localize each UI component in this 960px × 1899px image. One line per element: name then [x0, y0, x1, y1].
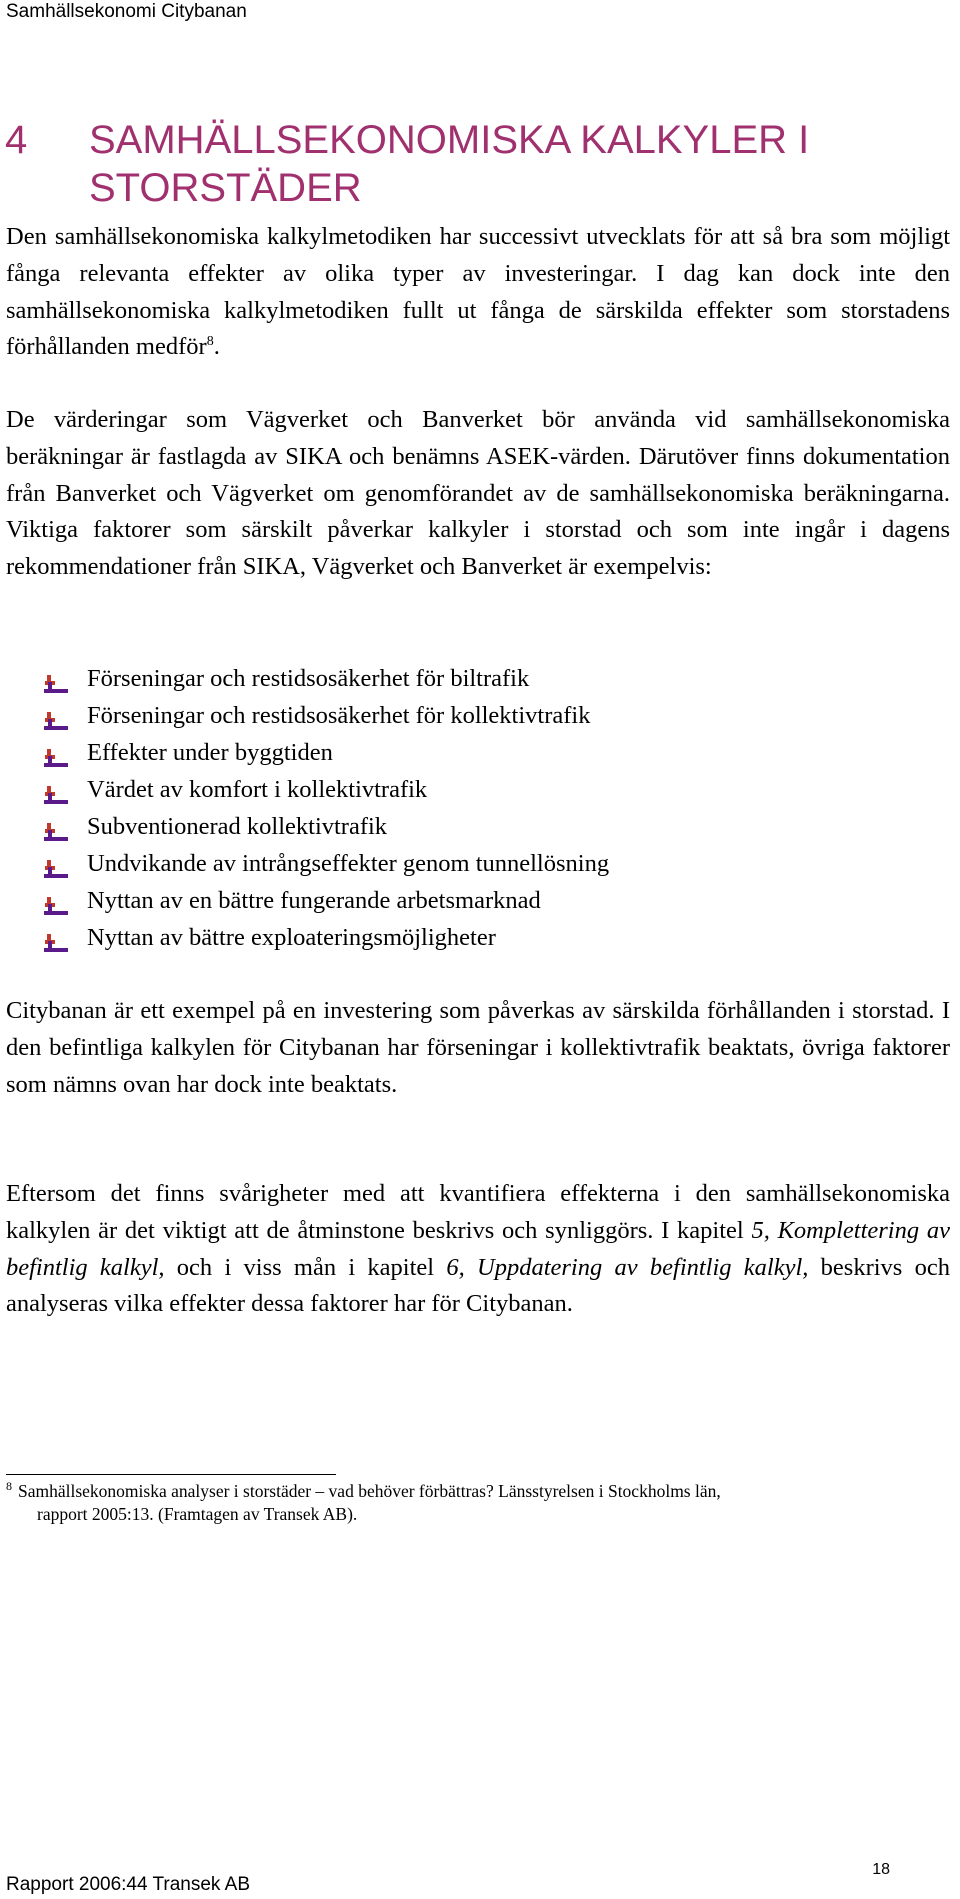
list-bullet-icon — [44, 669, 68, 689]
list-item-label: Förseningar och restidsosäkerhet för kollektivtrafik — [87, 702, 591, 729]
list-item-label: Undvikande av intrångseffekter genom tunnellösning — [87, 850, 610, 877]
paragraph-asek: De värderingar som Vägverket och Banverket bör använda vid samhällsekonomiska beräkningar är fastlagda av SIKA och benämns ASEK-värden. Därutöver finns dokumentation från Banverket och Vägverket om genomförandet av de samhällsekonomiska beräkningarna. Viktiga faktorer som särskilt påverkar kalkyler i storstad och som inte ingår i dagens rekommendationer från SIKA, Vägverket och Banverket är exempelvis: — [6, 406, 950, 581]
list-item — [0, 697, 609, 734]
paragraph-intro-end: . — [213, 333, 220, 361]
list-item — [0, 808, 609, 845]
list-bullet-icon — [44, 928, 68, 948]
list-bullet-icon — [44, 706, 68, 726]
chapter-5-reference: 5, Komplettering av befintlig kalkyl, — [6, 1216, 950, 1281]
list-item-label: Nyttan av en bättre fungerande arbetsmarknad — [87, 887, 541, 914]
list-item — [0, 734, 609, 771]
paragraph-intro-text: Den samhällsekonomiska kalkylmetodiken har successivt utvecklats för att så bra som möjligt fånga relevanta effekter av olika typer av investeringar. I dag kan dock inte den samhällsekonomiska kalkylmetodiken fullt ut fånga de särskilda effekter som storstadens förhållanden medför — [6, 223, 950, 361]
paragraph-intro — [6, 219, 950, 366]
chapter-heading — [5, 116, 945, 212]
footnote-mark: 8 — [6, 1479, 12, 1494]
chapter-title: SAMHÄLLSEKONOMISKA KALKYLER I STORSTÄDER — [89, 118, 810, 210]
report-footer: Rapport 2006:44 Transek AB — [6, 1874, 250, 1895]
list-item-label: Värdet av komfort i kollektivtrafik — [87, 776, 428, 803]
chapter-6-reference: 6, Uppdatering av befintlig kalkyl, — [446, 1253, 809, 1281]
list-item — [0, 919, 609, 956]
running-header: Samhällsekonomi Citybanan — [6, 1, 247, 22]
list-item — [0, 882, 609, 919]
paragraph-citybanan: Citybanan är ett exempel på en investering som påverkas av särskilda förhållanden i storstad. I den befintliga kalkylen för Citybanan har förseningar i kollektivtrafik beaktats, övriga faktorer som nämns ovan har dock inte beaktats. — [6, 997, 950, 1098]
list-bullet-icon — [44, 854, 68, 874]
list-item-label: Effekter under byggtiden — [87, 739, 333, 766]
list-bullet-icon — [44, 743, 68, 763]
list-item-label: Nyttan av bättre exploateringsmöjligheter — [87, 924, 496, 951]
footnote-reference[interactable]: 8 — [206, 334, 214, 350]
list-item-label: Förseningar och restidsosäkerhet för biltrafik — [87, 665, 530, 692]
paragraph-quantification-text-2: och i viss mån i kapitel — [164, 1253, 447, 1281]
page-number: 18 — [872, 1861, 890, 1878]
list-bullet-icon — [44, 780, 68, 800]
footnote-line-2: rapport 2005:13. (Framtagen av Transek AB). — [37, 1504, 358, 1524]
list-item — [0, 660, 609, 697]
footnote — [6, 1480, 950, 1526]
paragraph-quantification — [6, 1176, 950, 1323]
list-item-label: Subventionerad kollektivtrafik — [87, 813, 388, 840]
chapter-number: 4 — [5, 118, 28, 162]
footnote-line-1: Samhällsekonomiska analyser i storstäder – vad behöver förbättras? Länsstyrelsen i Stockholms län, — [18, 1481, 721, 1501]
paragraph-quantification-text-1: Eftersom det finns svårigheter med att kvantifiera effekterna i den samhällsekonomiska kalkylen är det viktigt att de åtminstone beskrivs och synliggörs. I kapitel — [6, 1180, 950, 1244]
factor-list — [0, 660, 609, 956]
list-bullet-icon — [44, 817, 68, 837]
footnote-separator — [6, 1474, 336, 1475]
list-item — [0, 771, 609, 808]
paragraph-quantification-text-3: beskrivs och analyseras vilka effekter dessa faktorer har för Citybanan. — [6, 1253, 950, 1318]
list-item — [0, 845, 609, 882]
list-bullet-icon — [44, 891, 68, 911]
